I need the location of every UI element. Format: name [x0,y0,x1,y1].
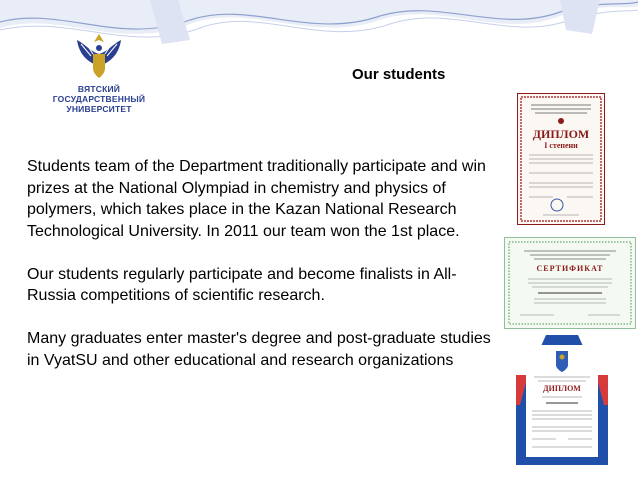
logo-line-1: ВЯТСКИЙ [77,84,121,94]
diploma2-heading: ДИПЛОМ [543,384,581,393]
certificate-image [504,237,636,329]
main-text [27,156,502,393]
university-logo [44,30,154,122]
paragraph-olympiad: Students team of the Department traditionally participate and win prizes at the National Olympiad in chemistry and physics of polymers, which takes place in the Kazan National Research Technological University. In 2011 our team won the 1st place. [27,158,486,240]
eagle-emblem-icon [71,30,127,82]
certificate-heading: СЕРТИФИКАТ [536,264,604,273]
logo-line-2: ГОСУДАРСТВЕННЫЙ [52,94,146,104]
paragraph-competitions: Our students regularly participate and become finalists in All-Russia competitions of scientific research. [27,265,457,304]
paragraph-graduates: Many graduates enter master's degree and post-graduate studies in VyatSU and other educational and research organizations [27,330,491,369]
diploma1-heading: ДИПЛОМ [532,127,590,141]
diploma-first-degree-image [517,93,605,225]
logo-line-3: УНИВЕРСИТЕТ [66,104,132,114]
page-title: Our students [352,66,446,83]
diploma1-subheading: I степени [544,141,578,150]
diploma-competition-image [516,335,608,465]
